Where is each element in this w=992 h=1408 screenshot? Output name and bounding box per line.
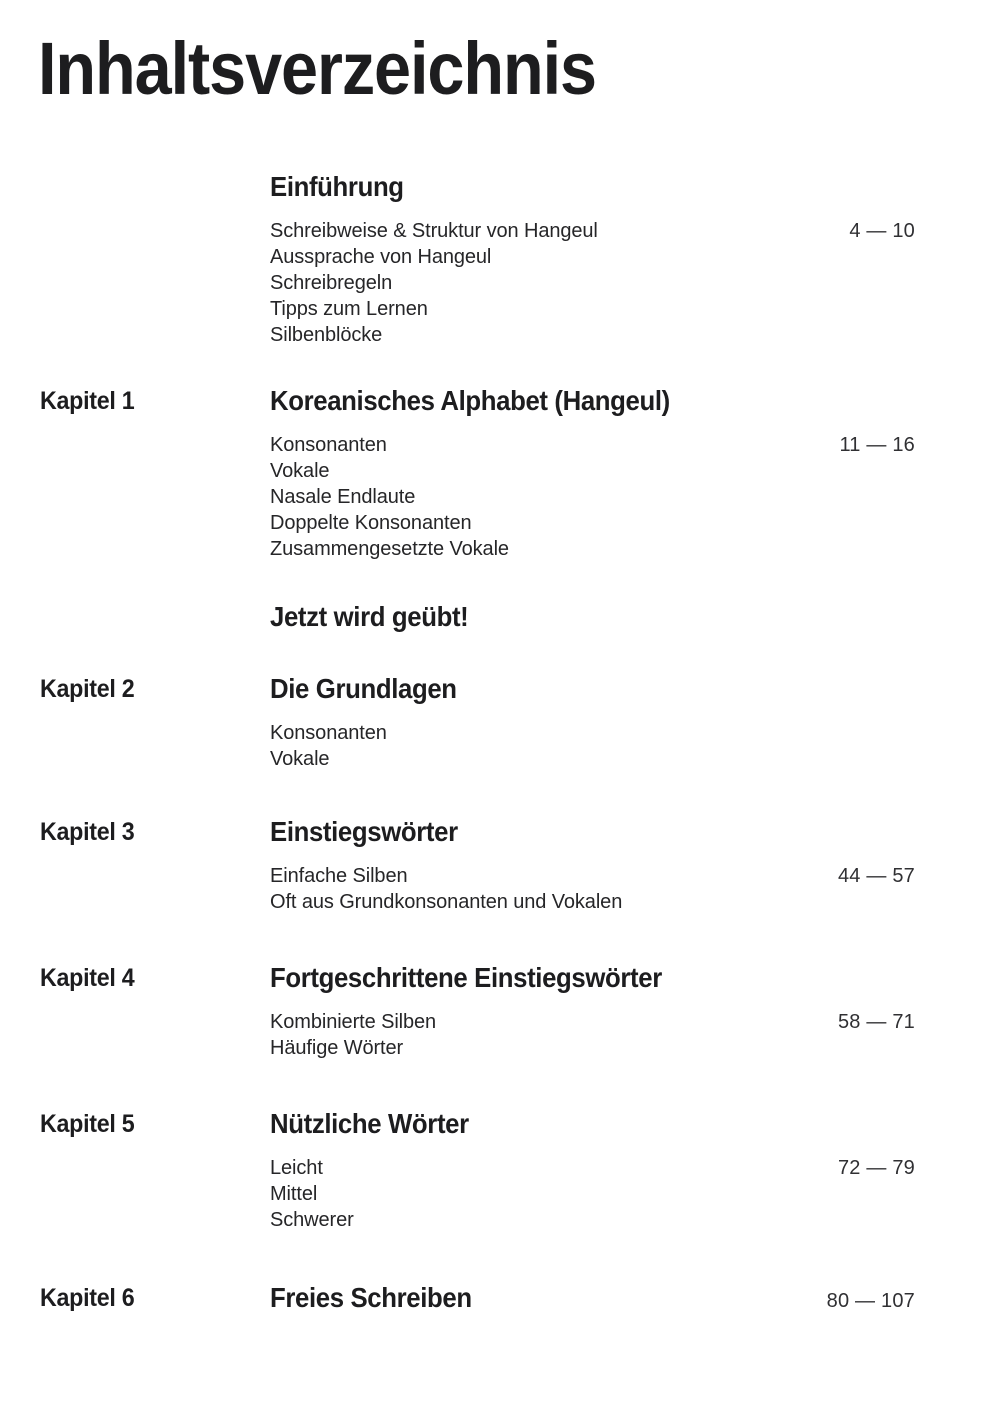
item-label[interactable]: Vokale (270, 460, 330, 482)
item-label[interactable]: Schwerer (270, 1209, 354, 1231)
section-header-row (0, 384, 992, 422)
item-label[interactable]: Schreibweise & Struktur von Hangeul (270, 220, 598, 242)
section-header-row (0, 1281, 992, 1319)
chapter-label: Kapitel 3 (40, 818, 135, 846)
toc-section-kapitel-5 (0, 1107, 992, 1233)
section-heading[interactable]: Einführung (270, 171, 404, 202)
item-label[interactable]: Konsonanten (270, 722, 387, 744)
item-label[interactable]: Vokale (270, 748, 330, 770)
item-label[interactable]: Oft aus Grundkonsonanten und Vokalen (270, 891, 623, 913)
list-item (0, 889, 992, 915)
toc-section-jetzt-wird-geuebt (0, 600, 992, 638)
section-heading[interactable]: Die Grundlagen (270, 673, 457, 704)
chapter-label: Kapitel 5 (40, 1110, 135, 1138)
toc-section-kapitel-6 (0, 1281, 992, 1319)
page-range: 80 — 107 (826, 1290, 915, 1312)
section-header-row (0, 1107, 992, 1145)
page-range: 4 — 10 (849, 220, 915, 242)
section-header-row (0, 600, 992, 638)
list-item (0, 1035, 992, 1061)
item-label[interactable]: Silbenblöcke (270, 324, 383, 346)
list-item (0, 322, 992, 348)
section-items (0, 432, 992, 562)
item-label[interactable]: Einfache Silben (270, 865, 408, 887)
item-label[interactable]: Nasale Endlaute (270, 486, 416, 508)
list-item (0, 244, 992, 270)
toc-section-kapitel-1 (0, 384, 992, 562)
chapter-label: Kapitel 1 (40, 387, 135, 415)
list-item (0, 720, 992, 746)
item-label[interactable]: Schreibregeln (270, 272, 393, 294)
item-label[interactable]: Kombinierte Silben (270, 1011, 437, 1033)
page-range: 72 — 79 (837, 1157, 915, 1179)
list-item (0, 484, 992, 510)
section-header-row (0, 961, 992, 999)
chapter-label: Kapitel 2 (40, 675, 135, 703)
page-title: Inhaltsverzeichnis (38, 27, 596, 110)
list-item (0, 218, 992, 244)
page-range: 58 — 71 (837, 1011, 915, 1033)
chapter-label: Kapitel 6 (40, 1284, 135, 1312)
list-item (0, 1207, 992, 1233)
toc-section-kapitel-2 (0, 672, 992, 772)
list-item (0, 1009, 992, 1035)
list-item (0, 746, 992, 772)
item-label[interactable]: Tipps zum Lernen (270, 298, 428, 320)
section-heading[interactable]: Einstiegswörter (270, 816, 458, 847)
section-header-row (0, 672, 992, 710)
item-label[interactable]: Häufige Wörter (270, 1037, 404, 1059)
list-item (0, 510, 992, 536)
section-heading[interactable]: Fortgeschrittene Einstiegswörter (270, 962, 662, 993)
page-range: 11 — 16 (839, 434, 915, 456)
list-item (0, 432, 992, 458)
section-heading[interactable]: Freies Schreiben (270, 1282, 472, 1313)
list-item (0, 536, 992, 562)
section-heading[interactable]: Nützliche Wörter (270, 1108, 469, 1139)
section-items (0, 863, 992, 915)
list-item (0, 458, 992, 484)
toc-section-kapitel-3 (0, 815, 992, 915)
toc-section-einfuehrung (0, 170, 992, 348)
item-label[interactable]: Konsonanten (270, 434, 387, 456)
section-items (0, 720, 992, 772)
item-label[interactable]: Leicht (270, 1157, 323, 1179)
list-item (0, 1155, 992, 1181)
section-heading[interactable]: Jetzt wird geübt! (270, 601, 469, 632)
list-item (0, 270, 992, 296)
toc-section-kapitel-4 (0, 961, 992, 1061)
list-item (0, 1181, 992, 1207)
section-header-row (0, 815, 992, 853)
section-items (0, 1009, 992, 1061)
section-heading[interactable]: Koreanisches Alphabet (Hangeul) (270, 385, 670, 416)
item-label[interactable]: Mittel (270, 1183, 318, 1205)
item-label[interactable]: Aussprache von Hangeul (270, 246, 492, 268)
chapter-label: Kapitel 4 (40, 964, 135, 992)
section-items (0, 1155, 992, 1233)
section-items (0, 218, 992, 348)
list-item (0, 863, 992, 889)
page-range: 44 — 57 (837, 865, 915, 887)
toc-list (0, 170, 992, 1319)
list-item (0, 296, 992, 322)
item-label[interactable]: Doppelte Konsonanten (270, 512, 472, 534)
section-header-row (0, 170, 992, 208)
item-label[interactable]: Zusammengesetzte Vokale (270, 538, 509, 560)
